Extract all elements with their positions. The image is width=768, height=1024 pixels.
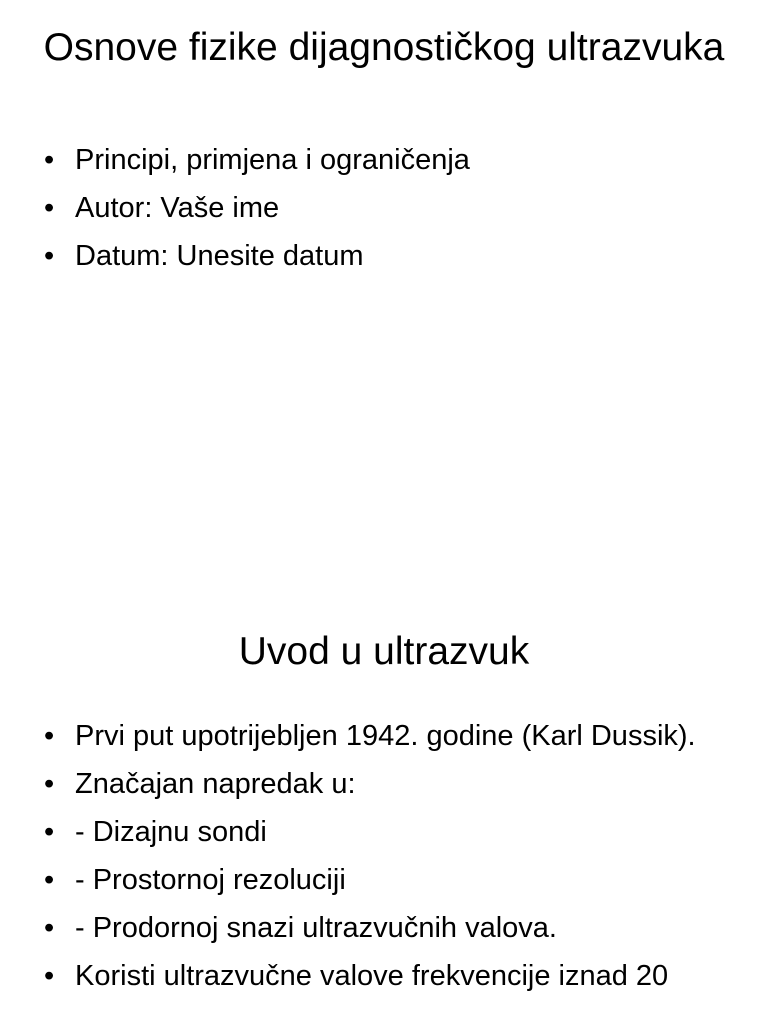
slide-title-bullet-list bbox=[0, 140, 700, 284]
bullet-item: • - Prostornoj rezoluciji bbox=[0, 860, 700, 901]
bullet-item: • - Prodornoj snazi ultrazvučnih valova. bbox=[0, 908, 700, 949]
slide-intro-heading: Uvod u ultrazvuk bbox=[238, 630, 530, 673]
slide-intro bbox=[0, 576, 768, 1024]
bullet-item: • Datum: Unesite datum bbox=[0, 236, 700, 277]
bullet-item: • Koristi ultrazvučne valove frekvencije iznad 20 bbox=[0, 956, 700, 997]
bullet-item: • Značajan napredak u: bbox=[0, 764, 700, 805]
bullet-item: • - Dizajnu sondi bbox=[0, 812, 700, 853]
bullet-item: • Prvi put upotrijebljen 1942. godine (Karl Dussik). bbox=[0, 716, 700, 757]
bullet-item: • Principi, primjena i ograničenja bbox=[0, 140, 700, 181]
slide-intro-bullet-list bbox=[0, 716, 700, 1004]
bullet-item: • Autor: Vaše ime bbox=[0, 188, 700, 229]
slide-title-heading: Osnove fizike dijagnostičkog ultrazvuka bbox=[43, 26, 725, 69]
